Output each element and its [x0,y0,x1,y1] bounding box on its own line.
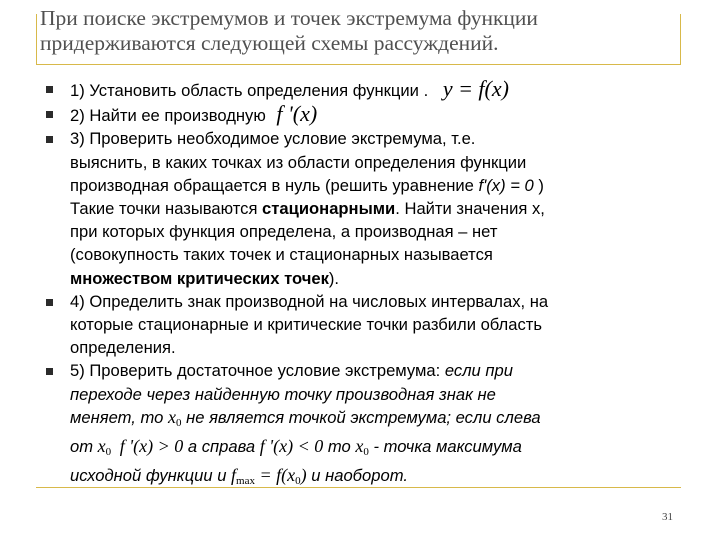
step-3-line-3: производная обращается в нуль (решить уравнение [70,175,479,195]
frame-left-rule [36,14,37,65]
bullet-icon [46,136,53,143]
step-3-line-2: выяснить, в каких точках из области определения функции [70,152,527,172]
bullet-icon [46,111,53,118]
formula-x0: $x_0$ [97,436,112,459]
formula-f-max: $f_{max} = f(x_0)$ [231,465,307,488]
step-3-line-1: 3) Проверить необходимое условие экстремума, т.е. [70,129,476,149]
formula-derivative-negative: f '(x) < 0 [259,436,324,457]
bullet-icon [46,299,53,306]
frame-right-rule [680,14,681,65]
bullet-icon [46,86,53,93]
formula-derivative-positive: f '(x) > 0 [119,436,184,457]
step-1-text: 1) Установить область определения функции . [70,81,429,100]
bullet-icon [46,368,53,375]
term-critical-points: множеством критических точек [70,268,329,288]
formula-derivative-zero: f'(x) = 0 [478,175,534,195]
formula-y-equals-f-x: y = f(x) [442,76,509,101]
page-number: 31 [662,511,673,523]
term-stationary: стационарными [262,199,396,219]
step-5-line-2: переходе через найденную точку производная знак не [70,384,496,404]
list-item-step-4 [46,290,686,360]
list-item-step-1 [46,77,686,102]
list-item-step-2 [46,102,686,127]
step-4-line-2: которые стационарные и критические точки разбили область [70,315,543,335]
steps-list [46,77,686,493]
list-item-step-3: 3) Проверить необходимое условие экстремума, т.е. выяснить, в каких точках из области определения функции производная обращается в нуль (решить уравнение f'(x) = 0 ) Такие точки называются стационарными. Найти значения x, при которых функция определена, а производная – нет (совокупность таких точек и стационарных называется множеством критических точек). [46,127,686,289]
title-divider [36,64,681,65]
step-3-line-6: (совокупность таких точек и стационарных называется [70,245,493,265]
slide-title [40,6,680,56]
title-line-2: придерживаются следующей схемы рассуждений. [40,31,499,55]
footer-divider [36,487,681,488]
list-item-step-5: 5) Проверить достаточное условие экстремума: если при переходе через найденную точку производная знак не меняет, то $x_0$ не является точкой экстремума; если слева от $x_0$ f '(x) > 0 а справа f '(x) < 0 то $x_0$ - точка максимума исходной функции и $f_{max} = f(x_0)$ и наоборот. [46,359,686,493]
step-2-text: 2) Найти ее производную [70,106,266,126]
formula-x0: $x_0$ [355,436,369,459]
formula-derivative: f '(x) [276,101,318,127]
step-3-line-5: при которых функция определена, а производная – нет [70,222,498,242]
formula-x0: $x_0$ [167,406,182,429]
title-line-1: При поиске экстремумов и точек экстремума функции [40,6,538,30]
step-4-line-3: определения. [70,338,176,358]
step-4-line-1: 4) Определить знак производной на числовых интервалах, на [70,291,549,311]
